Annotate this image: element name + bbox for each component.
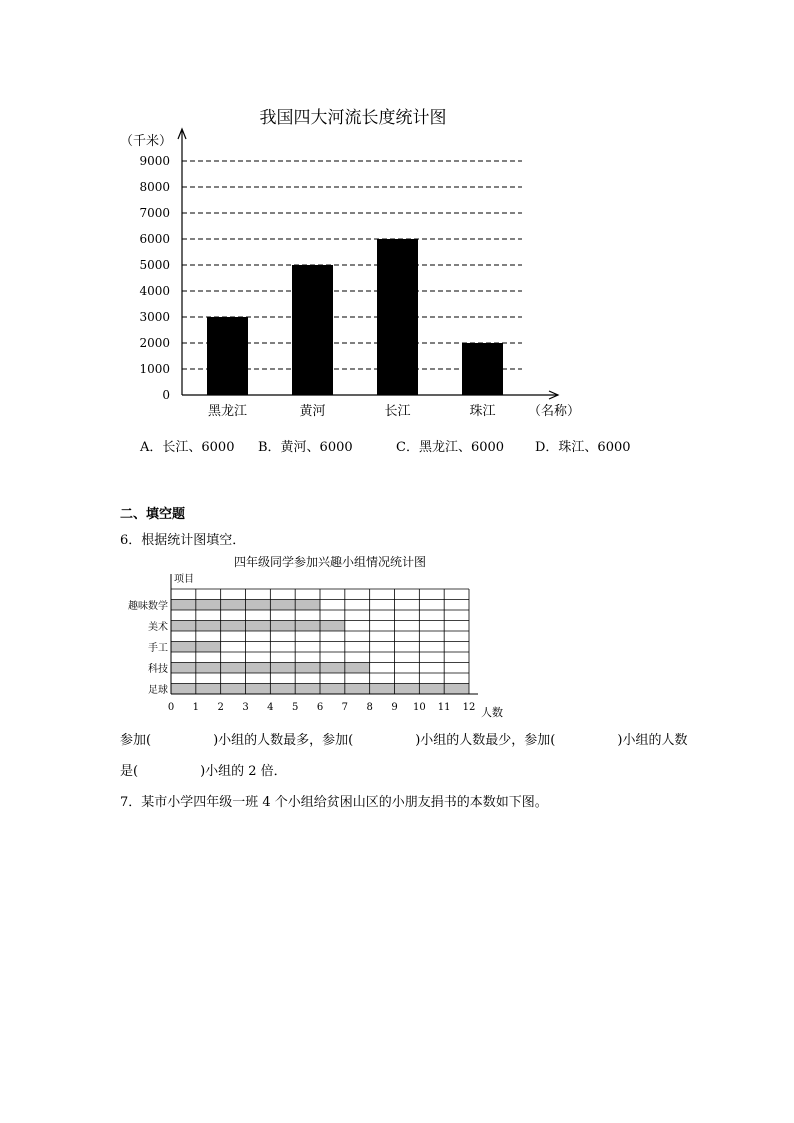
chart1-ytick-label: 0 xyxy=(162,388,170,402)
chart2-category-label: 美术 xyxy=(148,622,168,633)
option-d[interactable]: D．珠江、6000 xyxy=(535,440,631,455)
question7-text: 7．某市小学四年级一班 4 个小组给贫困山区的小朋友捐书的本数如下图。 xyxy=(120,795,548,810)
question6-text: 6．根据统计图填空． xyxy=(120,533,246,548)
chart1-ytick-label: 2000 xyxy=(139,336,170,350)
chart2-xtick-label: 11 xyxy=(437,702,451,713)
chart1-ytick-label: 6000 xyxy=(139,232,170,246)
option-c[interactable]: C．黑龙江、6000 xyxy=(396,440,505,455)
chart1-ytick-label: 5000 xyxy=(139,258,170,272)
chart2-title: 四年级同学参加兴趣小组情况统计图 xyxy=(233,555,427,569)
chart1-ytick-label: 7000 xyxy=(139,206,170,220)
chart1-xtick-label: 黄河 xyxy=(299,404,326,419)
fill-text-a: 参加( xyxy=(120,733,152,748)
chart2-xtick-label: 3 xyxy=(242,702,249,713)
fill-text-f: )小组的 2 倍． xyxy=(200,764,287,779)
chart2-category-label: 手工 xyxy=(148,643,168,654)
chart1-ytick-label: 1000 xyxy=(139,362,170,376)
chart2-xtick-label: 6 xyxy=(316,702,324,713)
fill-text-d: )小组的人数 xyxy=(617,733,688,748)
chart1-bar xyxy=(377,239,418,395)
chart2-xtick-label: 5 xyxy=(291,702,299,713)
question6-fill-line1 xyxy=(120,729,687,748)
interest-group-chart xyxy=(110,550,510,725)
chart2-category-label: 科技 xyxy=(148,664,168,675)
chart2-bar xyxy=(171,621,345,632)
chart1-ytick-label: 8000 xyxy=(139,180,170,194)
chart2-x-unit: 人数 xyxy=(481,706,503,719)
chart2-xtick-label: 1 xyxy=(192,702,200,713)
chart1-bar xyxy=(462,343,503,395)
option-b[interactable]: B．黄河、6000 xyxy=(258,440,353,455)
chart1-xtick-label: 珠江 xyxy=(469,404,496,419)
chart1-y-unit: （千米） xyxy=(120,134,173,149)
chart1-bar xyxy=(207,317,248,395)
option-a[interactable]: A．长江、6000 xyxy=(140,440,235,455)
chart1-x-unit: （名称） xyxy=(528,404,581,419)
fill-text-c: )小组的人数最少，参加( xyxy=(415,733,556,748)
chart2-xtick-label: 12 xyxy=(462,702,476,713)
chart2-xtick-label: 7 xyxy=(341,702,349,713)
chart1-ytick-label: 4000 xyxy=(139,284,170,298)
chart2-xtick-label: 0 xyxy=(167,702,175,713)
chart2-xtick-label: 9 xyxy=(391,702,398,713)
chart1-bar xyxy=(292,265,333,395)
fill-text-b: )小组的人数最多，参加( xyxy=(213,733,354,748)
chart2-category-label: 趣味数学 xyxy=(128,601,168,612)
chart2-xtick-label: 8 xyxy=(366,702,373,713)
chart1-ytick-label: 9000 xyxy=(139,154,170,168)
question6-fill-line2 xyxy=(120,760,287,779)
chart2-category-label: 足球 xyxy=(148,685,168,696)
chart1-title: 我国四大河流长度统计图 xyxy=(259,108,447,128)
chart1-xtick-label: 长江 xyxy=(384,404,411,419)
river-length-chart xyxy=(110,100,590,430)
section-title: 二、填空题 xyxy=(120,507,186,522)
chart2-xtick-label: 10 xyxy=(412,702,426,713)
chart2-xtick-label: 4 xyxy=(267,702,274,713)
chart1-ytick-label: 3000 xyxy=(139,310,170,324)
fill-text-e: 是( xyxy=(120,764,139,779)
chart2-xtick-label: 2 xyxy=(217,702,224,713)
chart1-xtick-label: 黑龙江 xyxy=(207,404,248,419)
chart2-y-unit: 项目 xyxy=(174,574,194,585)
